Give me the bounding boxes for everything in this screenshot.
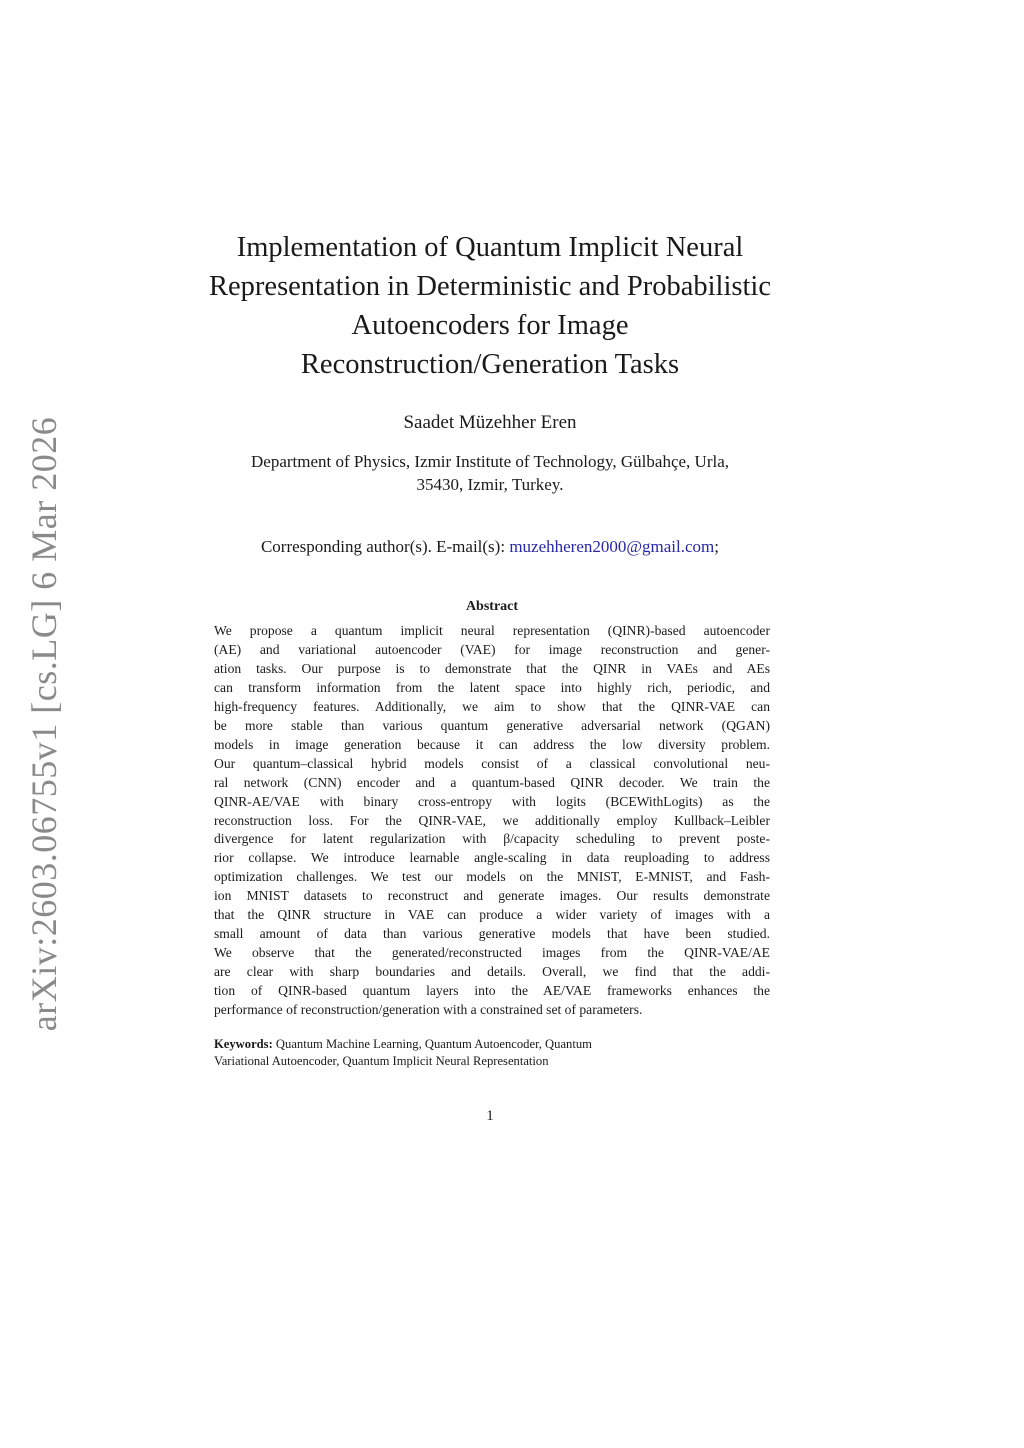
abstract-line: high-frequency features. Additionally, we aim to show that the QINR-VAE can — [214, 698, 770, 714]
abstract-line: divergence for latent regularization with β/capacity scheduling to prevent poste- — [214, 831, 770, 847]
abstract-line: that the QINR structure in VAE can produce a wider variety of images with a — [214, 907, 770, 923]
keywords — [214, 1036, 770, 1070]
abstract-line: We observe that the generated/reconstructed images from the QINR-VAE/AE — [214, 945, 770, 961]
abstract-line: performance of reconstruction/generation with a constrained set of parameters. — [214, 1002, 643, 1018]
abstract-heading: Abstract — [465, 599, 519, 614]
correspondence-suffix: ; — [714, 537, 720, 556]
affiliation-line: 35430, Izmir, Turkey. — [416, 475, 564, 494]
title-line: Implementation of Quantum Implicit Neural — [236, 232, 744, 263]
author-name: Saadet Müzehher Eren — [403, 412, 577, 433]
abstract-line: Our quantum–classical hybrid models consist of a classical convolutional neu- — [214, 755, 770, 771]
title-line: Reconstruction/Generation Tasks — [300, 349, 680, 380]
arxiv-identifier-stamp: arXiv:2603.06755v1 [cs.LG] 6 Mar 2026 — [24, 416, 64, 1032]
abstract-body — [214, 622, 770, 1020]
keywords-text: Quantum Machine Learning, Quantum Autoencoder, Quantum — [275, 1037, 592, 1051]
keywords-row — [214, 1036, 770, 1053]
abstract-line: rior collapse. We introduce learnable angle-scaling in data reuploading to address — [214, 850, 770, 866]
affiliation-line: Department of Physics, Izmir Institute of Technology, Gülbahçe, Urla, — [251, 452, 729, 471]
abstract-line: are clear with sharp boundaries and details. Overall, we find that the addi- — [214, 964, 770, 980]
correspondence — [170, 537, 810, 557]
abstract-line: tion of QINR-based quantum layers into the AE/VAE frameworks enhances the — [214, 983, 770, 999]
abstract-line: ation tasks. Our purpose is to demonstrate that the QINR in VAEs and AEs — [214, 660, 770, 676]
correspondence-label: Corresponding author(s). E-mail(s): — [260, 537, 506, 556]
abstract-line: reconstruction loss. For the QINR-VAE, we additionally employ Kullback–Leibler — [214, 812, 770, 828]
keywords-label: Keywords: — [214, 1037, 273, 1051]
abstract-line: can transform information from the latent space into highly rich, periodic, and — [214, 679, 770, 695]
page-number: 1 — [486, 1108, 494, 1124]
abstract-line: We propose a quantum implicit neural representation (QINR)-based autoencoder — [214, 623, 770, 638]
keywords-text: Variational Autoencoder, Quantum Implicit Neural Representation — [214, 1054, 549, 1068]
abstract-line: QINR-AE/VAE with binary cross-entropy with logits (BCEWithLogits) as the — [214, 793, 770, 809]
abstract-line: ion MNIST datasets to reconstruct and generate images. Our results demonstrate — [214, 888, 770, 904]
abstract-line: models in image generation because it can address the low diversity problem. — [214, 736, 770, 752]
abstract-line: small amount of data than various generative models that have been studied. — [214, 926, 770, 942]
email-link[interactable]: muzehheren2000@gmail.com — [509, 537, 715, 556]
abstract-line: ral network (CNN) encoder and a quantum-based QINR decoder. We train the — [214, 774, 770, 790]
title-line: Representation in Deterministic and Probabilistic — [209, 271, 771, 302]
abstract-line: (AE) and variational autoencoder (VAE) for image reconstruction and gener- — [214, 641, 770, 657]
abstract-line: be more stable than various quantum generative adversarial network (QGAN) — [214, 717, 770, 733]
affiliation — [170, 450, 810, 496]
abstract-line: optimization challenges. We test our models on the MNIST, E-MNIST, and Fash- — [214, 869, 770, 885]
title-line: Autoencoders for Image — [351, 310, 629, 341]
paper-title — [170, 228, 810, 384]
